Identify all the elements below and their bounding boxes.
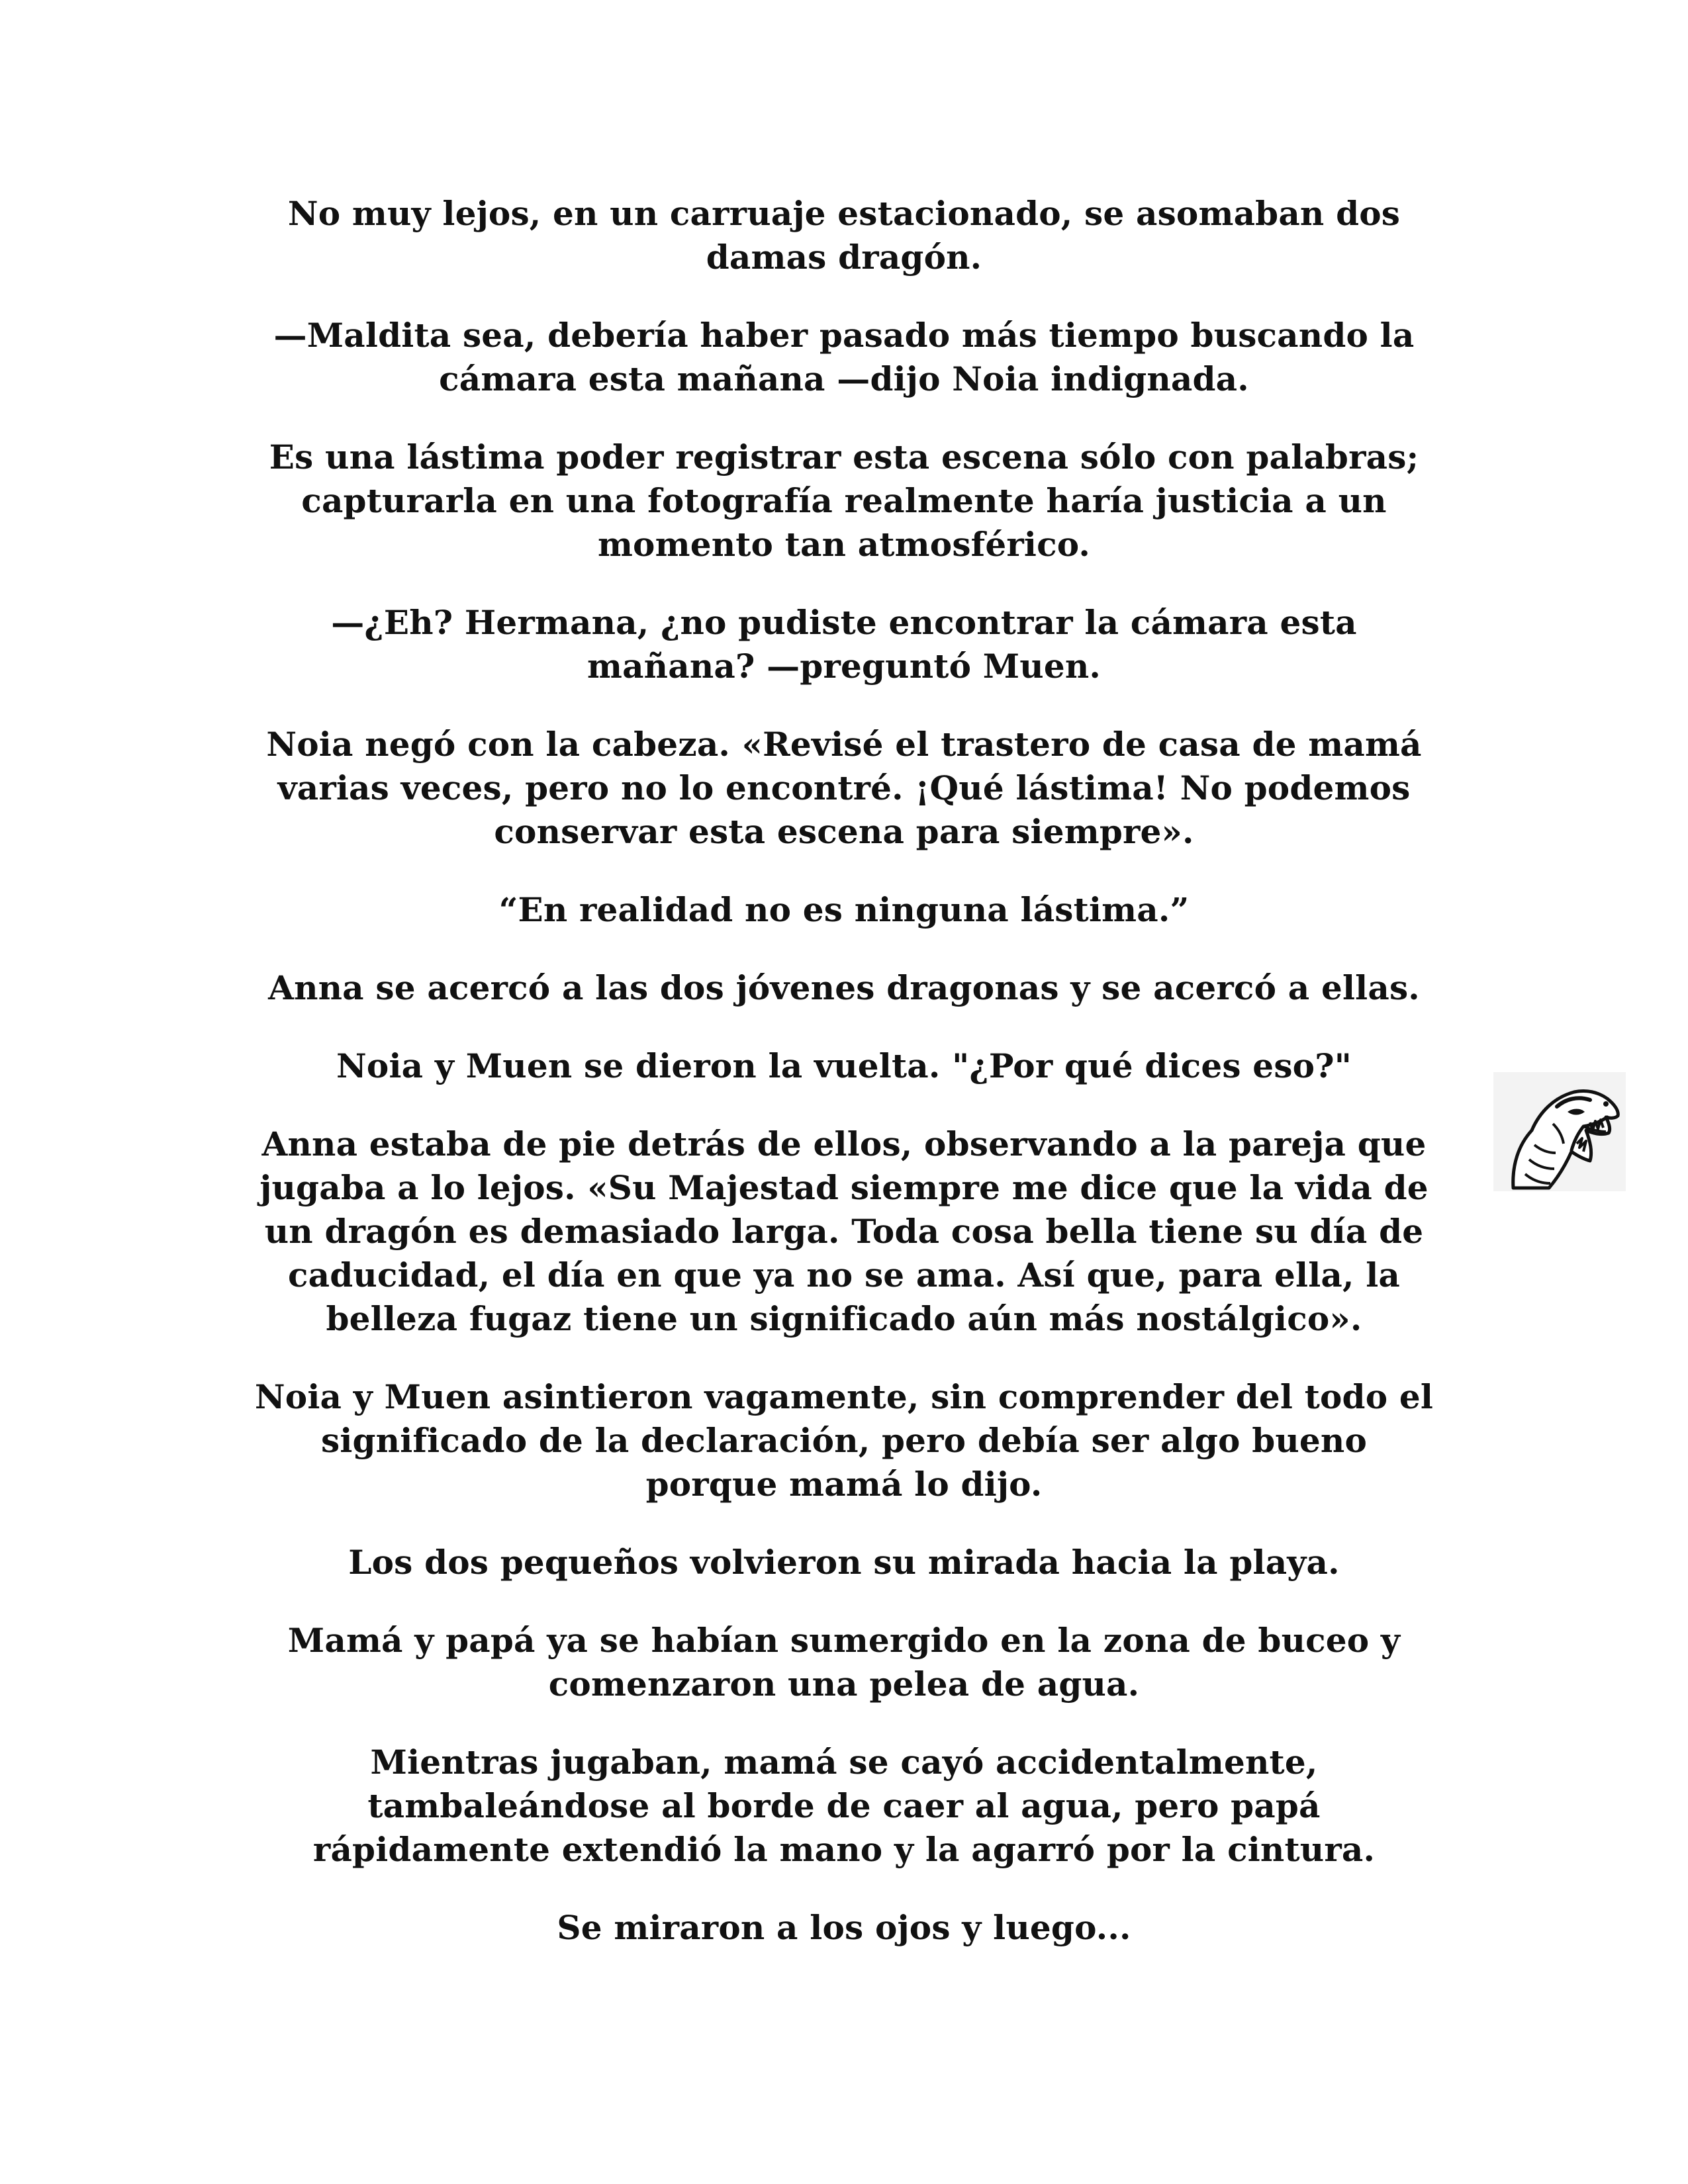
paragraph: Noia negó con la cabeza. «Revisé el trastero de casa de mamá varias veces, pero no lo encontré. ¡Qué lástima! No podemos conservar esta escena para siempre».	[266, 725, 1422, 851]
paragraph: Se miraron a los ojos y luego...	[557, 1908, 1131, 1947]
paragraph: —Maldita sea, debería haber pasado más tiempo buscando la cámara esta mañana —dijo Noia indignada.	[273, 316, 1415, 398]
paragraph: No muy lejos, en un carruaje estacionado, se asomaban dos damas dragón.	[287, 194, 1401, 277]
paragraph: Es una lástima poder registrar esta escena sólo con palabras; capturarla en una fotografía realmente haría justicia a un momento tan atmosférico.	[269, 437, 1419, 564]
paragraph: Los dos pequeños volvieron su mirada hacia la playa.	[348, 1543, 1340, 1582]
paragraph: “En realidad no es ninguna lástima.”	[498, 890, 1190, 929]
paragraph: Anna estaba de pie detrás de ellos, observando a la pareja que jugaba a lo lejos. «Su Majestad siempre me dice que la vida de un dragón es demasiado larga. Toda cosa bella tiene su día de caducidad, el día en que ya no se ama. Así que, para ella, la belleza fugaz tiene un significado aún más nostálgico».	[259, 1124, 1429, 1338]
story-text	[225, 192, 1463, 1984]
paragraph: Noia y Muen asintieron vagamente, sin comprender del todo el significado de la declaración, pero debía ser algo bueno porque mamá lo dijo.	[254, 1377, 1434, 1504]
paragraph: Anna se acercó a las dos jóvenes dragonas y se acercó a ellas.	[268, 968, 1420, 1007]
paragraph: Mamá y papá ya se habían sumergido en la zona de buceo y comenzaron una pelea de agua.	[287, 1621, 1401, 1704]
paragraph: Mientras jugaban, mamá se cayó accidentalmente, tambaleándose al borde de caer al agua, pero papá rápidamente extendió la mano y la agarró por la cintura.	[312, 1743, 1376, 1869]
dinosaur-head-icon	[1493, 1072, 1626, 1191]
paragraph: —¿Eh? Hermana, ¿no pudiste encontrar la cámara esta mañana? —preguntó Muen.	[331, 603, 1357, 686]
paragraph: Noia y Muen se dieron la vuelta. "¿Por qué dices eso?"	[336, 1046, 1352, 1085]
